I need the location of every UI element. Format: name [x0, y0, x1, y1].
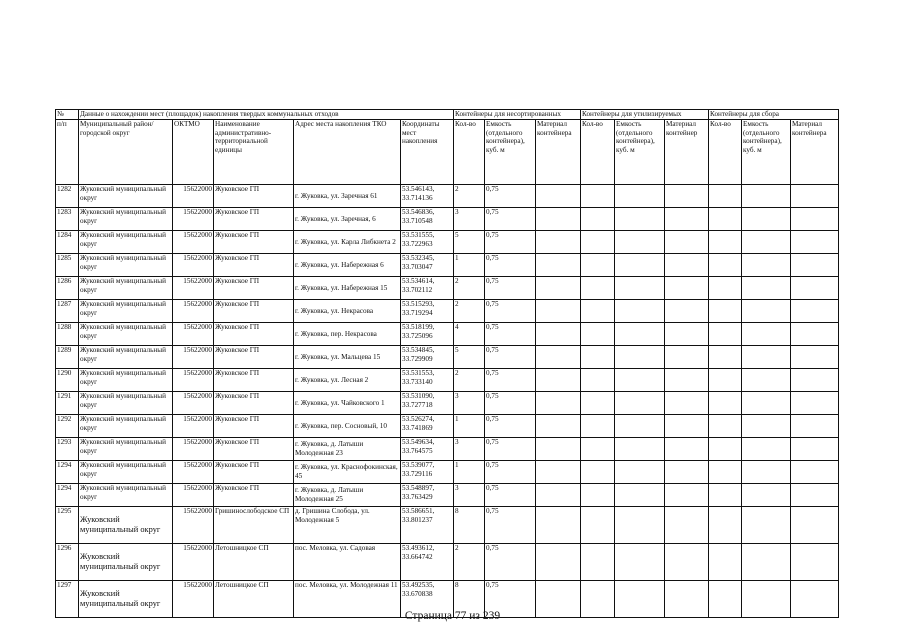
- row-empty-cell: [581, 208, 615, 231]
- row-district: Жуковский муниципальный округ: [79, 392, 173, 415]
- row-coords: 53.586651, 33.801237: [401, 507, 454, 544]
- row-empty-cell: [791, 415, 839, 438]
- row-admin: Жуковское ГП: [214, 438, 294, 461]
- row-admin: Жуковское ГП: [214, 346, 294, 369]
- row-empty-cell: [615, 392, 665, 415]
- row-volume: 0,75: [485, 581, 536, 618]
- table-row: [56, 415, 839, 438]
- row-empty-cell: [615, 208, 665, 231]
- table-row: [56, 438, 839, 461]
- row-empty-cell: [791, 323, 839, 346]
- row-empty-cell: [581, 323, 615, 346]
- row-number: 1289: [56, 346, 79, 369]
- row-coords: 53.539077, 33.729116: [401, 461, 454, 484]
- row-admin: Летошницкое СП: [214, 544, 294, 581]
- row-number: 1294: [56, 461, 79, 484]
- row-empty-cell: [665, 484, 709, 507]
- row-empty-cell: [536, 323, 581, 346]
- row-district: Жуковский муниципальный округ: [79, 277, 173, 300]
- header-district: Муниципальный район/городской округ: [79, 120, 173, 185]
- row-coords: 53.546836, 33.710548: [401, 208, 454, 231]
- row-oktmo: 15622000: [173, 231, 214, 254]
- row-empty-cell: [791, 346, 839, 369]
- row-address: г. Жуковка, ул. Карла Либкнета 2: [294, 231, 401, 254]
- row-number: 1295: [56, 507, 79, 544]
- row-empty-cell: [791, 507, 839, 544]
- table-row: [56, 300, 839, 323]
- header-address: Адрес места накопления ТКО: [294, 120, 401, 185]
- row-empty-cell: [615, 254, 665, 277]
- row-empty-cell: [742, 507, 791, 544]
- row-empty-cell: [615, 277, 665, 300]
- row-number: 1297: [56, 581, 79, 618]
- row-number: 1296: [56, 544, 79, 581]
- row-empty-cell: [665, 461, 709, 484]
- row-oktmo: 15622000: [173, 323, 214, 346]
- row-empty-cell: [615, 231, 665, 254]
- row-count: 2: [454, 369, 485, 392]
- registry-sheet: [55, 109, 838, 618]
- row-empty-cell: [581, 254, 615, 277]
- row-empty-cell: [615, 415, 665, 438]
- row-oktmo: 15622000: [173, 277, 214, 300]
- row-volume: 0,75: [485, 461, 536, 484]
- row-coords: 53.492535, 33.670838: [401, 581, 454, 618]
- row-number: 1282: [56, 185, 79, 208]
- row-oktmo: 15622000: [173, 544, 214, 581]
- row-oktmo: 15622000: [173, 369, 214, 392]
- row-empty-cell: [615, 438, 665, 461]
- row-admin: Жуковское ГП: [214, 254, 294, 277]
- row-count: 2: [454, 277, 485, 300]
- row-empty-cell: [742, 415, 791, 438]
- header-no: №: [56, 110, 79, 120]
- header-volume-3: Емкость (отдельного контейнера), куб. м: [742, 120, 791, 185]
- row-empty-cell: [536, 415, 581, 438]
- row-oktmo: 15622000: [173, 438, 214, 461]
- row-empty-cell: [791, 392, 839, 415]
- row-empty-cell: [665, 369, 709, 392]
- row-empty-cell: [665, 231, 709, 254]
- header-group-collect: Контейнеры для сбора: [709, 110, 839, 120]
- row-coords: 53.534845, 33.729909: [401, 346, 454, 369]
- row-volume: 0,75: [485, 438, 536, 461]
- row-count: 8: [454, 581, 485, 618]
- row-empty-cell: [709, 438, 742, 461]
- row-coords: 53.526274, 33.741869: [401, 415, 454, 438]
- row-address: г. Жуковка, ул. Краснофокинская, 45: [294, 461, 401, 484]
- row-empty-cell: [742, 438, 791, 461]
- row-district: Жуковский муниципальный округ: [79, 438, 173, 461]
- row-empty-cell: [581, 346, 615, 369]
- row-empty-cell: [665, 185, 709, 208]
- row-number: 1291: [56, 392, 79, 415]
- row-coords: 53.531555, 33.722963: [401, 231, 454, 254]
- row-count: 2: [454, 544, 485, 581]
- row-address: г. Жуковка, пер. Сосновый, 10: [294, 415, 401, 438]
- header-material-2: Материал контейнер: [665, 120, 709, 185]
- row-count: 5: [454, 231, 485, 254]
- row-number: 1287: [56, 300, 79, 323]
- row-admin: Гришинослободское СП: [214, 507, 294, 544]
- row-oktmo: 15622000: [173, 484, 214, 507]
- row-district: Жуковский муниципальный округ: [79, 369, 173, 392]
- row-address: г. Жуковка, ул. Набережная 6: [294, 254, 401, 277]
- row-admin: Жуковское ГП: [214, 185, 294, 208]
- row-admin: Жуковское ГП: [214, 484, 294, 507]
- row-empty-cell: [742, 185, 791, 208]
- row-oktmo: 15622000: [173, 392, 214, 415]
- row-empty-cell: [742, 231, 791, 254]
- row-empty-cell: [536, 346, 581, 369]
- row-empty-cell: [742, 254, 791, 277]
- row-district: Жуковский муниципальный округ: [79, 346, 173, 369]
- row-address: г. Жуковка, д. Латыши Молодежная 25: [294, 484, 401, 507]
- row-empty-cell: [536, 300, 581, 323]
- row-count: 2: [454, 300, 485, 323]
- header-group-unsorted: Контейнеры для несортированных: [454, 110, 581, 120]
- row-empty-cell: [536, 484, 581, 507]
- row-empty-cell: [536, 461, 581, 484]
- row-count: 3: [454, 484, 485, 507]
- header-group-recycle: Контейнеры для утилизируемых: [581, 110, 709, 120]
- table-row: [56, 231, 839, 254]
- row-count: 1: [454, 254, 485, 277]
- row-district: Жуковский муниципальный округ: [79, 185, 173, 208]
- row-coords: 53.548897, 33.763429: [401, 484, 454, 507]
- row-volume: 0,75: [485, 484, 536, 507]
- row-coords: 53.549634, 33.764575: [401, 438, 454, 461]
- row-empty-cell: [615, 185, 665, 208]
- row-address: д. Гришина Слобода, ул. Молодежная 5: [294, 507, 401, 544]
- row-empty-cell: [615, 507, 665, 544]
- row-empty-cell: [791, 277, 839, 300]
- header-admin: Наименование административно-территориальной единицы: [214, 120, 294, 185]
- row-address: г. Жуковка, ул. Чайковского 1: [294, 392, 401, 415]
- row-admin: Жуковское ГП: [214, 208, 294, 231]
- row-oktmo: 15622000: [173, 581, 214, 618]
- row-admin: Жуковское ГП: [214, 415, 294, 438]
- row-empty-cell: [742, 323, 791, 346]
- row-empty-cell: [536, 438, 581, 461]
- header-no2: п/п: [56, 120, 79, 185]
- row-empty-cell: [536, 231, 581, 254]
- row-volume: 0,75: [485, 277, 536, 300]
- row-empty-cell: [581, 544, 615, 581]
- row-empty-cell: [791, 300, 839, 323]
- row-empty-cell: [791, 254, 839, 277]
- row-count: 2: [454, 185, 485, 208]
- row-address: пос. Меловка, ул. Молодежная 11: [294, 581, 401, 618]
- row-address: г. Жуковка, ул. Лесная 2: [294, 369, 401, 392]
- row-empty-cell: [791, 208, 839, 231]
- row-empty-cell: [791, 461, 839, 484]
- row-empty-cell: [665, 346, 709, 369]
- row-admin: Жуковское ГП: [214, 461, 294, 484]
- row-admin: Жуковское ГП: [214, 300, 294, 323]
- row-empty-cell: [709, 185, 742, 208]
- row-empty-cell: [581, 484, 615, 507]
- row-empty-cell: [665, 208, 709, 231]
- row-volume: 0,75: [485, 415, 536, 438]
- row-empty-cell: [791, 231, 839, 254]
- row-empty-cell: [615, 323, 665, 346]
- row-empty-cell: [536, 277, 581, 300]
- row-empty-cell: [742, 300, 791, 323]
- row-count: 8: [454, 507, 485, 544]
- row-volume: 0,75: [485, 346, 536, 369]
- row-volume: 0,75: [485, 208, 536, 231]
- row-oktmo: 15622000: [173, 185, 214, 208]
- row-coords: 53.531553, 33.733140: [401, 369, 454, 392]
- row-empty-cell: [709, 231, 742, 254]
- table-row: [56, 208, 839, 231]
- row-empty-cell: [742, 208, 791, 231]
- row-district: Жуковский муниципальный округ: [79, 300, 173, 323]
- row-admin: Летошницкое СП: [214, 581, 294, 618]
- row-count: 3: [454, 392, 485, 415]
- header-material-3: Материал контейнера: [791, 120, 839, 185]
- header-material: Материал контейнера: [536, 120, 581, 185]
- row-empty-cell: [791, 484, 839, 507]
- header-coords: Координаты мест накопления: [401, 120, 454, 185]
- row-district: Жуковский муниципальный округ: [79, 415, 173, 438]
- row-empty-cell: [665, 277, 709, 300]
- row-empty-cell: [615, 300, 665, 323]
- row-empty-cell: [581, 438, 615, 461]
- row-empty-cell: [709, 544, 742, 581]
- row-address: г. Жуковка, ул. Заречная, 6: [294, 208, 401, 231]
- header-count-2: Кол-во: [581, 120, 615, 185]
- row-number: 1292: [56, 415, 79, 438]
- row-count: 1: [454, 461, 485, 484]
- row-address: г. Жуковка, пер. Некрасова: [294, 323, 401, 346]
- row-empty-cell: [709, 461, 742, 484]
- row-admin: Жуковское ГП: [214, 277, 294, 300]
- header-volume: Емкость (отдельного контейнера), куб. м: [485, 120, 536, 185]
- row-empty-cell: [581, 369, 615, 392]
- row-empty-cell: [665, 544, 709, 581]
- header-group-location: Данные о нахождении мест (площадок) накопления твердых коммунальных отходов: [79, 110, 454, 120]
- row-empty-cell: [742, 392, 791, 415]
- row-empty-cell: [791, 438, 839, 461]
- table-row: [56, 544, 839, 581]
- row-empty-cell: [709, 277, 742, 300]
- row-empty-cell: [536, 544, 581, 581]
- row-empty-cell: [709, 254, 742, 277]
- row-count: 3: [454, 438, 485, 461]
- row-empty-cell: [791, 369, 839, 392]
- row-number: 1284: [56, 231, 79, 254]
- row-empty-cell: [709, 208, 742, 231]
- row-number: 1288: [56, 323, 79, 346]
- row-coords: 53.546143, 33.714136: [401, 185, 454, 208]
- table-row: [56, 277, 839, 300]
- row-empty-cell: [581, 507, 615, 544]
- table-row: [56, 346, 839, 369]
- header-row-columns: [56, 120, 839, 185]
- row-oktmo: 15622000: [173, 415, 214, 438]
- row-empty-cell: [742, 369, 791, 392]
- row-district: Жуковский муниципальный округ: [79, 581, 173, 618]
- header-oktmo: ОКТМО: [173, 120, 214, 185]
- row-empty-cell: [665, 507, 709, 544]
- row-count: 3: [454, 208, 485, 231]
- row-empty-cell: [615, 484, 665, 507]
- row-empty-cell: [742, 277, 791, 300]
- row-empty-cell: [709, 415, 742, 438]
- row-empty-cell: [742, 346, 791, 369]
- row-empty-cell: [665, 323, 709, 346]
- row-coords: 53.515293, 33.719294: [401, 300, 454, 323]
- table-body: [56, 185, 839, 618]
- row-oktmo: 15622000: [173, 208, 214, 231]
- row-empty-cell: [742, 544, 791, 581]
- header-volume-2: Емкость (отдельного контейнера), куб. м: [615, 120, 665, 185]
- row-number: 1286: [56, 277, 79, 300]
- row-number: 1290: [56, 369, 79, 392]
- row-empty-cell: [665, 438, 709, 461]
- row-empty-cell: [581, 461, 615, 484]
- row-empty-cell: [536, 254, 581, 277]
- row-number: 1283: [56, 208, 79, 231]
- row-address: г. Жуковка, ул. Набережная 15: [294, 277, 401, 300]
- registry-table: [55, 109, 839, 618]
- row-district: Жуковский муниципальный округ: [79, 323, 173, 346]
- row-empty-cell: [709, 392, 742, 415]
- row-empty-cell: [709, 484, 742, 507]
- row-district: Жуковский муниципальный округ: [79, 461, 173, 484]
- row-admin: Жуковское ГП: [214, 231, 294, 254]
- row-number: 1285: [56, 254, 79, 277]
- row-coords: 53.493612, 33.664742: [401, 544, 454, 581]
- row-volume: 0,75: [485, 507, 536, 544]
- row-address: пос. Меловка, ул. Садовая: [294, 544, 401, 581]
- table-row: [56, 185, 839, 208]
- row-volume: 0,75: [485, 392, 536, 415]
- row-district: Жуковский муниципальный округ: [79, 231, 173, 254]
- row-district: Жуковский муниципальный округ: [79, 544, 173, 581]
- header-count-3: Кол-во: [709, 120, 742, 185]
- table-row: [56, 461, 839, 484]
- table-row: [56, 392, 839, 415]
- row-empty-cell: [791, 544, 839, 581]
- table-row: [56, 323, 839, 346]
- row-oktmo: 15622000: [173, 254, 214, 277]
- row-empty-cell: [581, 300, 615, 323]
- row-empty-cell: [709, 300, 742, 323]
- row-empty-cell: [665, 392, 709, 415]
- row-coords: 53.532345, 33.703047: [401, 254, 454, 277]
- row-empty-cell: [536, 208, 581, 231]
- header-count: Кол-во: [454, 120, 485, 185]
- row-volume: 0,75: [485, 231, 536, 254]
- row-empty-cell: [615, 346, 665, 369]
- row-empty-cell: [615, 369, 665, 392]
- row-empty-cell: [709, 507, 742, 544]
- row-empty-cell: [665, 415, 709, 438]
- page-counter: Страница 77 из 239: [404, 610, 501, 622]
- row-empty-cell: [581, 185, 615, 208]
- row-empty-cell: [581, 392, 615, 415]
- row-empty-cell: [615, 544, 665, 581]
- row-count: 5: [454, 346, 485, 369]
- row-volume: 0,75: [485, 300, 536, 323]
- row-empty-cell: [536, 185, 581, 208]
- row-address: г. Жуковка, ул. Мальцева 15: [294, 346, 401, 369]
- row-coords: 53.518199, 33.725096: [401, 323, 454, 346]
- row-volume: 0,75: [485, 323, 536, 346]
- row-number: 1294: [56, 484, 79, 507]
- row-empty-cell: [536, 392, 581, 415]
- row-address: г. Жуковка, ул. Заречная 61: [294, 185, 401, 208]
- row-empty-cell: [791, 185, 839, 208]
- row-empty-cell: [709, 369, 742, 392]
- row-volume: 0,75: [485, 544, 536, 581]
- table-row: [56, 369, 839, 392]
- row-admin: Жуковское ГП: [214, 392, 294, 415]
- row-oktmo: 15622000: [173, 346, 214, 369]
- row-empty-cell: [709, 346, 742, 369]
- row-empty-cell: [665, 300, 709, 323]
- table-row: [56, 254, 839, 277]
- row-empty-cell: [742, 461, 791, 484]
- row-address: г. Жуковка, ул. Некрасова: [294, 300, 401, 323]
- row-address: г. Жуковка, д. Латыши Молодежная 23: [294, 438, 401, 461]
- row-district: Жуковский муниципальный округ: [79, 208, 173, 231]
- row-empty-cell: [615, 461, 665, 484]
- row-oktmo: 15622000: [173, 461, 214, 484]
- row-count: 4: [454, 323, 485, 346]
- row-volume: 0,75: [485, 185, 536, 208]
- row-empty-cell: [536, 369, 581, 392]
- row-empty-cell: [709, 323, 742, 346]
- row-district: Жуковский муниципальный округ: [79, 507, 173, 544]
- table-row: [56, 507, 839, 544]
- row-count: 1: [454, 415, 485, 438]
- row-admin: Жуковское ГП: [214, 323, 294, 346]
- row-empty-cell: [581, 415, 615, 438]
- row-coords: 53.534614, 33.702112: [401, 277, 454, 300]
- row-number: 1293: [56, 438, 79, 461]
- row-oktmo: 15622000: [173, 507, 214, 544]
- row-empty-cell: [665, 254, 709, 277]
- row-volume: 0,75: [485, 369, 536, 392]
- row-admin: Жуковское ГП: [214, 369, 294, 392]
- row-empty-cell: [581, 277, 615, 300]
- header-row-groups: [56, 110, 839, 120]
- row-district: Жуковский муниципальный округ: [79, 484, 173, 507]
- row-coords: 53.531090, 33.727718: [401, 392, 454, 415]
- row-district: Жуковский муниципальный округ: [79, 254, 173, 277]
- row-empty-cell: [581, 231, 615, 254]
- row-empty-cell: [536, 507, 581, 544]
- table-row: [56, 484, 839, 507]
- row-empty-cell: [742, 484, 791, 507]
- row-volume: 0,75: [485, 254, 536, 277]
- row-oktmo: 15622000: [173, 300, 214, 323]
